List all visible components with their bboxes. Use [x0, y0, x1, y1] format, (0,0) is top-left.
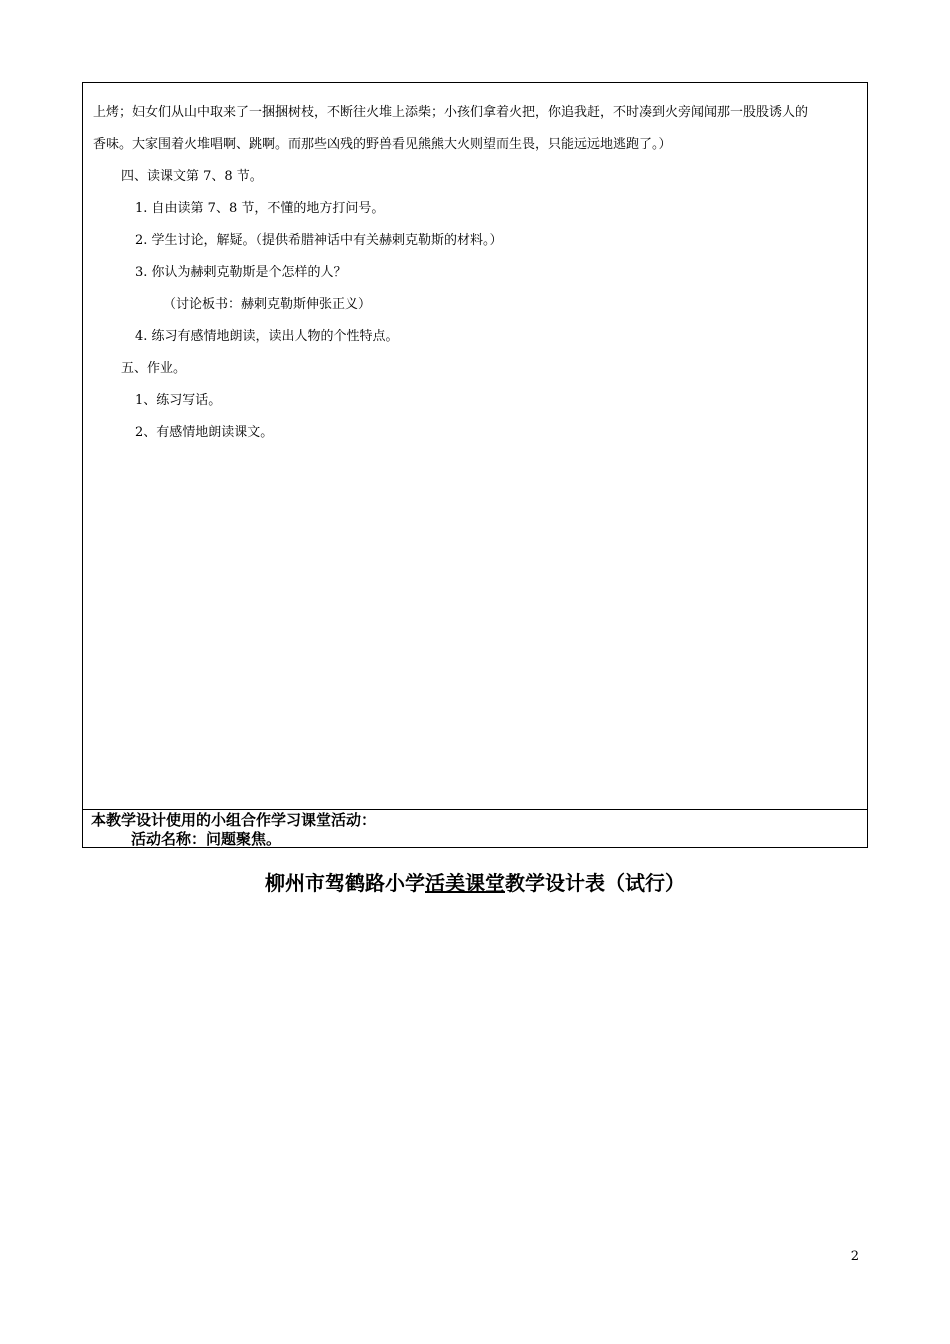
board-note: （讨论板书：赫剌克勒斯伸张正义） — [163, 297, 372, 312]
title-suffix: 教学设计表（试行） — [505, 871, 685, 895]
activity-heading: 本教学设计使用的小组合作学习课堂活动： — [91, 811, 377, 829]
list-item: 2. 学生讨论，解疑。（提供希腊神话中有关赫剌克勒斯的材料。） — [135, 233, 503, 248]
lesson-content-cell — [83, 83, 867, 810]
list-item: 3. 你认为赫剌克勒斯是个怎样的人？ — [135, 265, 347, 280]
list-item: 4. 练习有感情地朗读，读出人物的个性特点。 — [135, 329, 399, 344]
list-item: 1. 自由读第 7、8 节，不懂的地方打问号。 — [135, 201, 385, 216]
section-four-heading: 四、读课文第 7、8 节。 — [121, 169, 263, 184]
page-number: 2 — [850, 1249, 859, 1264]
document-title — [0, 870, 950, 896]
content-line-2: 香味。大家围着火堆唱啊、跳啊。而那些凶残的野兽看见熊熊大火则望而生畏，只能远远地逃跑了。） — [93, 137, 672, 152]
activity-cell — [83, 810, 867, 848]
lesson-plan-table — [82, 82, 868, 848]
content-line-1: 上烤；妇女们从山中取来了一捆捆树枝，不断往火堆上添柴；小孩们拿着火把，你追我赶，不时凑到火旁闻闻那一股股诱人的 — [93, 105, 809, 120]
title-underlined: 活美课堂 — [425, 871, 505, 895]
list-item: 1、练习写话。 — [135, 393, 222, 408]
list-item: 2、有感情地朗读课文。 — [135, 425, 274, 440]
activity-name: 活动名称：问题聚焦。 — [131, 830, 282, 848]
title-prefix: 柳州市驾鹤路小学 — [265, 871, 425, 895]
section-five-heading: 五、作业。 — [121, 361, 187, 376]
